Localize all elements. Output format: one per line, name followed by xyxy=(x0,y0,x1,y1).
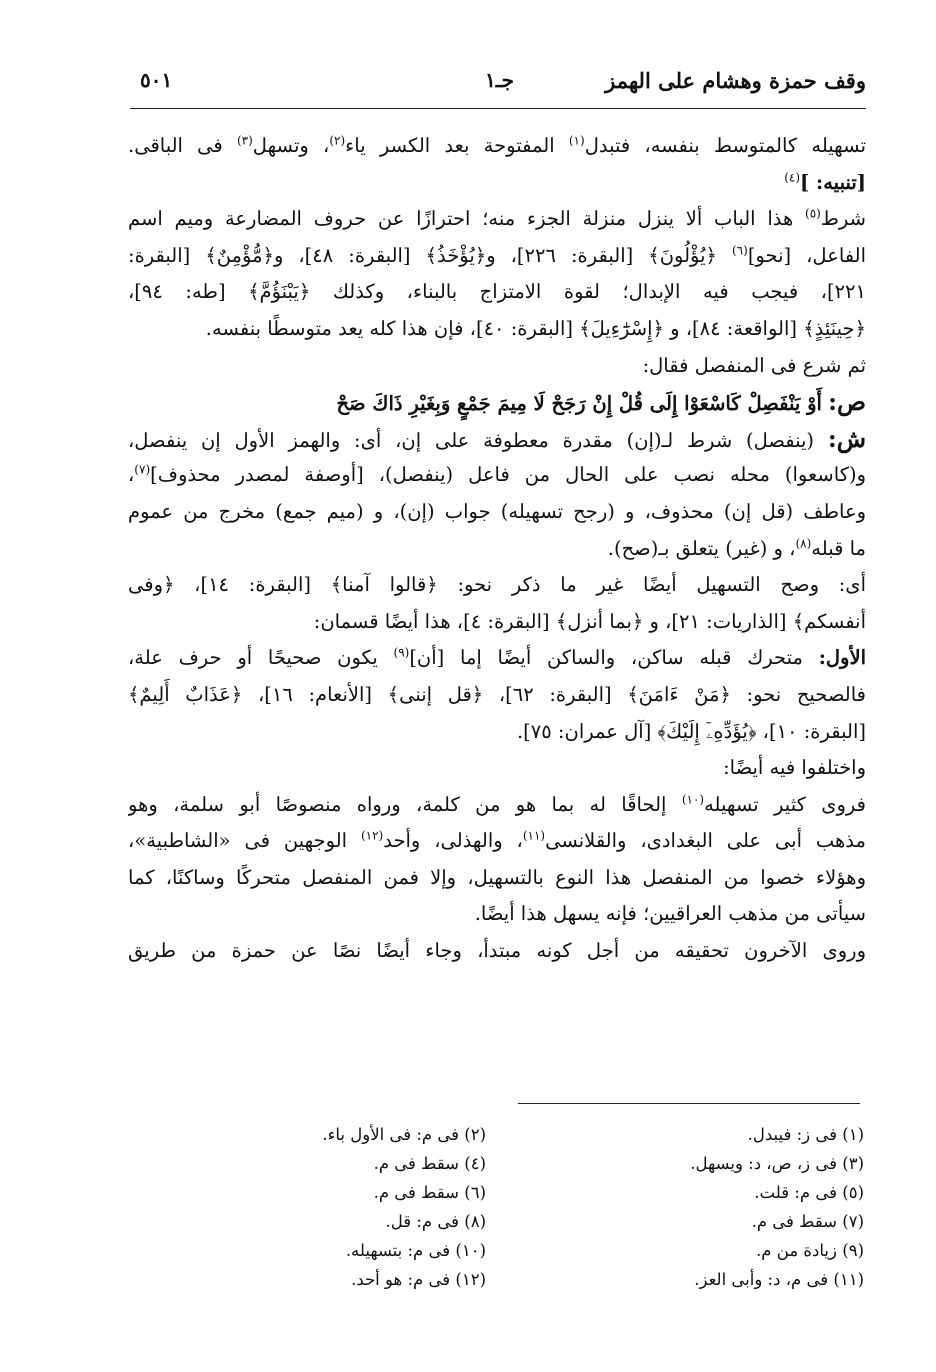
header-rule xyxy=(130,108,866,109)
footnote-ref[interactable]: (١٠) xyxy=(681,792,705,807)
footnote-item: (٧) سقط فى م. xyxy=(751,1212,864,1231)
text-line: شرط$^{(٥)}$ هذا الباب ألا ينزل منزلة الجزء منه؛ احترازًا عن حروف المضارعة وميم اسم xyxy=(128,206,866,231)
running-header xyxy=(130,68,866,108)
footnote-item: (٥) فى م: قلت. xyxy=(754,1183,864,1202)
footnote-item: (١١) فى م، د: وأبى العز. xyxy=(694,1270,864,1289)
text-line: سيأتى من مذهب العراقيين؛ فإنه يسهل هذا أيضًا. xyxy=(474,902,866,926)
footnote-ref[interactable]: (٥) xyxy=(805,206,821,221)
footnote-item: (١٠) فى م: بتسهيله. xyxy=(345,1241,486,1260)
text-line: تسهيله كالمتوسط بنفسه، فتبدل$^{(١)}$ المفتوحة بعد الكسر ياء$^{(٢)}$، وتسهل$^{(٣)}$ فى الباقى. xyxy=(128,133,866,157)
text-line: وروى الآخرون تحقيقه من أجل كونه مبتدأ، وجاء أيضًا نصًا عن حمزة من طريق xyxy=(128,939,866,963)
footnote-ref[interactable]: (١١) xyxy=(522,828,546,843)
verse-marker: ص: xyxy=(828,387,866,417)
text-line: مذهب أبى على البغدادى، والقلانسى$^{(١١)}$، والهذلى، وأحد$^{(١٢)}$ الوجهين فى «الشاطبية»، xyxy=(128,828,866,853)
footnote-ref[interactable]: (١) xyxy=(568,133,585,148)
footnote-ref[interactable]: (٧) xyxy=(134,462,151,477)
verse-text: أَوْ يَنْفَصِلْ كَاسْعَوْا إِلَى قُلْ إِنْ رَجَحْ لَا مِيمَ جَمْعٍ وَبِغَيْرِ ذَاكَ صَحْ xyxy=(336,392,822,416)
text-line: ثم شرع فى المنفصل فقال: xyxy=(642,353,866,377)
text-line: ٢٢١]، فيجب فيه الإبدال؛ لقوة الامتزاج بالبناء، وكذلك ﴿يَبْنَؤُمَّ﴾ [طه: ٩٤]، xyxy=(128,280,866,304)
footnote-ref[interactable]: (١٢) xyxy=(360,828,384,843)
text-line: وعاطف (قل إن) محذوف، و (رجح تسهيله) جواب (إن)، و (ميم جمع) مخرج من عموم xyxy=(128,499,866,523)
footnote-rule xyxy=(518,1103,860,1104)
footnote-item: (٨) فى م: قل. xyxy=(385,1212,486,1231)
page-number: ٥٠١ xyxy=(140,68,173,92)
text-line: أى: وصح التسهيل أيضًا غير ما ذكر نحو: ﴿قالوا آمنا﴾ [البقرة: ١٤]، ﴿وفى xyxy=(128,573,866,597)
volume-label: جـ١ xyxy=(485,68,514,92)
footnote-item: (٣) فى ز، ص، د: ويسهل. xyxy=(690,1154,864,1173)
text-line: [البقرة: ١٠]، ﴿يُؤَدِّهِۦٓ إِلَيْكَ﴾ [آل عمران: ٧٥]. xyxy=(516,719,866,743)
footnote-item: (١) فى ز: فيبدل. xyxy=(747,1125,864,1144)
footnote-ref[interactable]: (٤) xyxy=(784,170,801,185)
section-heading: [تنبيه: ]$^{(٤)}$ xyxy=(784,170,866,194)
text-line: الأول: متحرك قبله ساكن، والساكن أيضًا إما [أن]$^{(٩)}$ يكون صحيحًا أو حرف علة، xyxy=(128,645,866,670)
footnote-ref[interactable]: (٩) xyxy=(393,645,410,660)
main-text xyxy=(128,128,866,970)
text-line: و(كاسعوا) محله نصب على الحال من فاعل (ينفصل)، [أوصفة لمصدر محذوف]$^{(٧)}$، xyxy=(128,462,866,487)
footnote-item: (٦) سقط فى م. xyxy=(373,1183,486,1202)
text-line: أنفسكم﴾ [الذاريات: ٢١]، و ﴿بما أنزل﴾ [البقرة: ٤]، هذا أيضًا قسمان: xyxy=(313,609,866,633)
text-line: الفاعل، [نحو]$^{(٦)}$ ﴿يُؤْلُونَ﴾ [البقرة: ٢٢٦]، و﴿يُؤْخَذُ﴾ [البقرة: ٤٨]، و﴿مُّؤْمِنٌ﴾ [البقرة: xyxy=(128,243,866,267)
text-line: ما قبله$^{(٨)}$، و (غير) يتعلق بـ(صح). xyxy=(607,536,866,560)
text-line: ﴿حِينَئِذٍ﴾ [الواقعة: ٨٤]، و ﴿إِسْرَٰٓءِيلَ﴾ [البقرة: ٤٠]، فإن هذا كله يعد متوسطًا بنفسه. xyxy=(205,316,866,340)
footnote-ref[interactable]: (٦) xyxy=(731,243,748,258)
footnote-ref[interactable]: (٣) xyxy=(236,133,253,148)
text-line: فروى كثير تسهيله$^{(١٠)}$ إلحاقًا له بما هو من كلمة، ورواه منصوصًا أبو سلمة، وهو xyxy=(128,792,866,816)
commentary-line: ش: (ينفصل) شرط لـ(إن) مقدرة معطوفة على إن، أى: والهمز الأول إن ينفصل، xyxy=(128,423,866,453)
text-line: فالصحيح نحو: ﴿مَنْ ءَامَنَ﴾ [البقرة: ٦٢]، ﴿قل إننى﴾ [الأنعام: ١٦]، ﴿عَذَابٌ أَلِيمٌ﴾ xyxy=(128,682,866,706)
footnote-item: (٤) سقط فى م. xyxy=(373,1154,486,1173)
footnote-ref[interactable]: (٨) xyxy=(795,536,812,551)
footnote-item: (١٢) فى م: هو أحد. xyxy=(351,1270,486,1289)
footnotes-right-column xyxy=(534,1120,864,1294)
chapter-title: وقف حمزة وهشام على الهمز xyxy=(605,68,866,93)
text-line: واختلفوا فيه أيضًا: xyxy=(723,756,866,780)
text-line: وهؤلاء خصوا من المنفصل هذا النوع بالتسهيل، وإلا فمن المنفصل متحركًا وساكنًا، كما xyxy=(128,865,866,889)
footnote-item: (٢) فى م: فى الأول باء. xyxy=(322,1125,486,1144)
first-type-label: الأول: xyxy=(818,646,866,670)
verse-line xyxy=(128,384,866,421)
commentary-marker: ش: xyxy=(827,423,866,453)
footnote-ref[interactable]: (٢) xyxy=(329,133,346,148)
footnote-item: (٩) زيادة من م. xyxy=(756,1241,864,1260)
footnotes-left-column xyxy=(156,1120,486,1294)
